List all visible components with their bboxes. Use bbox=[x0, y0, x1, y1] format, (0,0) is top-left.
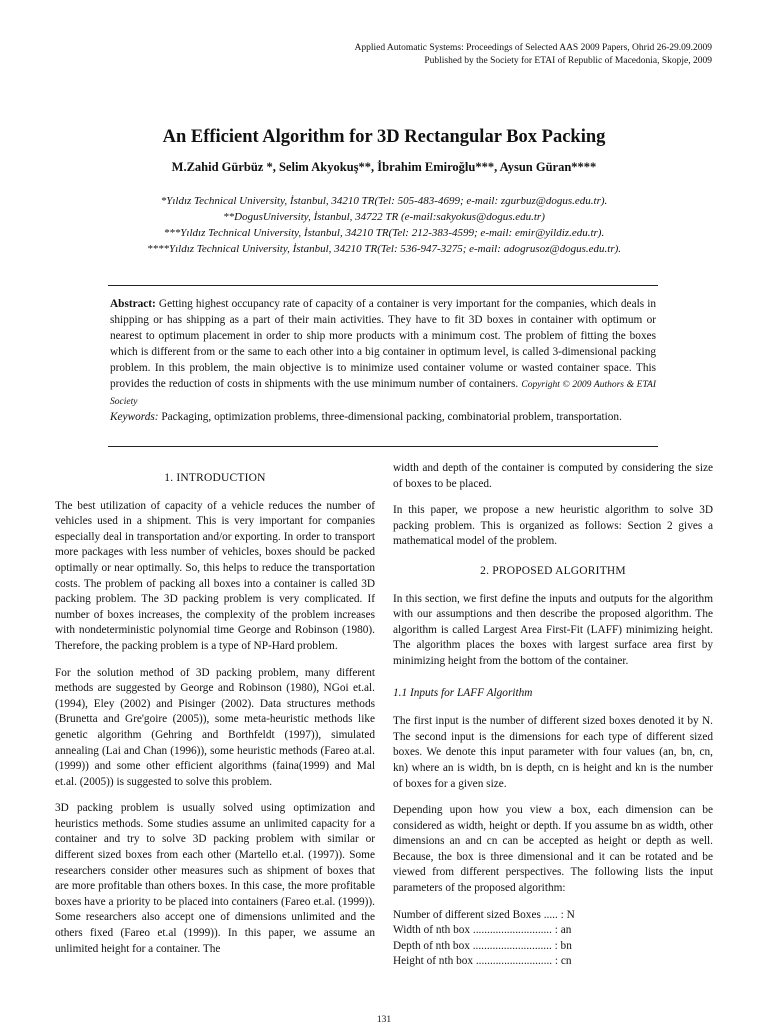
keywords-label: Keywords: bbox=[110, 411, 159, 423]
running-header bbox=[354, 42, 712, 68]
author-list: M.Zahid Gürbüz *, Selim Akyokuş**, İbrahim Emiroğlu***, Aysun Güran**** bbox=[171, 160, 597, 174]
parameter-line: Width of nth box ............................ : an bbox=[393, 924, 572, 937]
paragraph: The first input is the number of different sized boxes denoted it by N. The second input is the dimensions for each type of different sized boxes. We denote this input parameter with four values (an, bn, cn, kn) where an is width, bn is depth, cn is height and kn is the number of boxes for a given size. bbox=[393, 715, 713, 790]
paragraph: width and depth of the container is computed by considering the size of boxes to be placed. bbox=[393, 462, 713, 490]
keywords bbox=[110, 409, 656, 425]
copyright-notice: Copyright © 2009 Authors & ETAI Society bbox=[110, 380, 657, 407]
right-column bbox=[393, 461, 713, 970]
parameter-line: Number of different sized Boxes ..... : N bbox=[393, 908, 575, 921]
affiliation-4: ****Yıldız Technical University, İstanbul, 34210 TR(Tel: 536-947-3275; e-mail: adogrusoz@dogus.edu.tr). bbox=[146, 243, 622, 255]
left-column bbox=[55, 470, 375, 968]
paragraph: Depending upon how you view a box, each dimension can be considered as width, height or depth. If you assume bn as width, other dimensions an and cn can be accepted as height or depth as well. Because, the box is three dimensional and it can be rotated and be viewed from different perspectives. The following lists the input parameters of the proposed algorithm: bbox=[393, 804, 713, 895]
header-publisher: Published by the Society for ETAI of Republic of Macedonia, Skopje, 2009 bbox=[424, 56, 712, 66]
section-heading-proposed-algorithm: 2. PROPOSED ALGORITHM bbox=[480, 564, 626, 577]
paragraph: For the solution method of 3D packing problem, many different methods are suggested by George and Robinson (1980), NGoi et.al. (1994), Eley (2002) and Pisinger (2002). Data structures methods (Brunetta and Gre'goire (2005)), some meta-heuristic methods like genetic algorithm (Gehring and Borthfeldt (1997)), simulated annealing (Lai and Chan (1996)), some heuristic methods (Fareo at.al. (1999)) and some other efficient algorithms (faina(1999) and Mal et.al. (2005)) is suggested to solve this problem. bbox=[55, 666, 375, 788]
subsection-heading-inputs: 1.1 Inputs for LAFF Algorithm bbox=[393, 686, 533, 699]
affiliation-1: *Yıldız Technical University, İstanbul, 34210 TR(Tel: 505-483-4699; e-mail: zgurbuz@dogus.edu.tr). bbox=[160, 195, 608, 207]
paragraph: In this section, we first define the inputs and outputs for the algorithm with our assumptions and then describe the proposed algorithm. The algorithm is called Largest Area First-Fit (LAFF) minimizing height. The algorithm places the boxes with largest surface area first by minimizing height from the bottom of the container. bbox=[393, 592, 713, 667]
keywords-text: Packaging, optimization problems, three-dimensional packing, combinatorial problem, transportation. bbox=[161, 411, 622, 423]
paragraph: In this paper, we propose a new heuristic algorithm to solve 3D packing problem. This is organized as follows: Section 2 gives a mathematical model of the problem. bbox=[393, 504, 713, 548]
paragraph: 3D packing problem is usually solved using optimization and heuristics methods. Some studies assume an unlimited capacity for a container and try to solve 3D packing problem with similar or different sized boxes from each other (Martello et.al. (1997)). Some researchers consider other measures such as shipment of boxes that are more profitable than others boxes. In this case, the more profitable boxes have a priority to be placed into containers (Fareo et.al. (1999)). Some researchers also accept one of dimensions unlimited and the others fixed (Fareo et.al (1999)). In this paper, we assume an unlimited height for a container. The bbox=[55, 802, 375, 955]
page-number: 131 bbox=[376, 1015, 392, 1025]
abstract bbox=[110, 296, 656, 410]
parameter-line: Depth of nth box ............................ : bn bbox=[393, 939, 572, 952]
input-parameter-list bbox=[393, 908, 713, 970]
abstract-top-rule bbox=[108, 285, 658, 286]
affiliations bbox=[0, 193, 768, 257]
affiliation-3: ***Yıldız Technical University, İstanbul, 34210 TR(Tel: 212-383-4599; e-mail: emir@yildiz.edu.tr). bbox=[163, 227, 605, 239]
paper-title: An Efficient Algorithm for 3D Rectangular Box Packing bbox=[162, 127, 606, 147]
header-proceedings: Applied Automatic Systems: Proceedings of Selected AAS 2009 Papers, Ohrid 26-29.09.2009 bbox=[354, 43, 712, 53]
paragraph: The best utilization of capacity of a vehicle reduces the number of vehicles used in a shipment. This is very important for companies especially deal in transportation and/or exporting. In order to transport more packages with less number of vehicles, boxes should be packed optimally or near optimally. So, this helps to reduce the transportation costs. The problem of packing all boxes into a container is called 3D packing problem. The 3D packing problem is very complicated. If number of boxes increases, the complexity of the problem increases with nondeterministic polynomial time George and Robinson (1980). Therefore, the packing problem is a type of NP-Hard problem. bbox=[55, 499, 375, 652]
affiliation-2: **DogusUniversity, İstanbul, 34722 TR (e-mail:sakyokus@dogus.edu.tr) bbox=[223, 211, 545, 223]
section-heading-introduction: 1. INTRODUCTION bbox=[164, 472, 266, 484]
parameter-line: Height of nth box ........................... : cn bbox=[393, 955, 572, 968]
abstract-bottom-rule bbox=[108, 446, 658, 447]
abstract-text: Getting highest occupancy rate of capacity of a container is very important for the companies, which deals in shipping or has shipping as a part of their main activities. They have to fit 3D boxes in container with optimum or nearest to optimum placement in order to ship more products with a minimum cost. The problem of fitting the boxes which is different from or the same to each other into a big container in optimum level, is called 3-dimensional packing problem. In this problem, the main objective is to minimize used container volume or wasted container space. This provides the reduction of costs in shipments with the use minimum number of containers. bbox=[110, 298, 657, 390]
abstract-label: Abstract: bbox=[110, 298, 156, 310]
